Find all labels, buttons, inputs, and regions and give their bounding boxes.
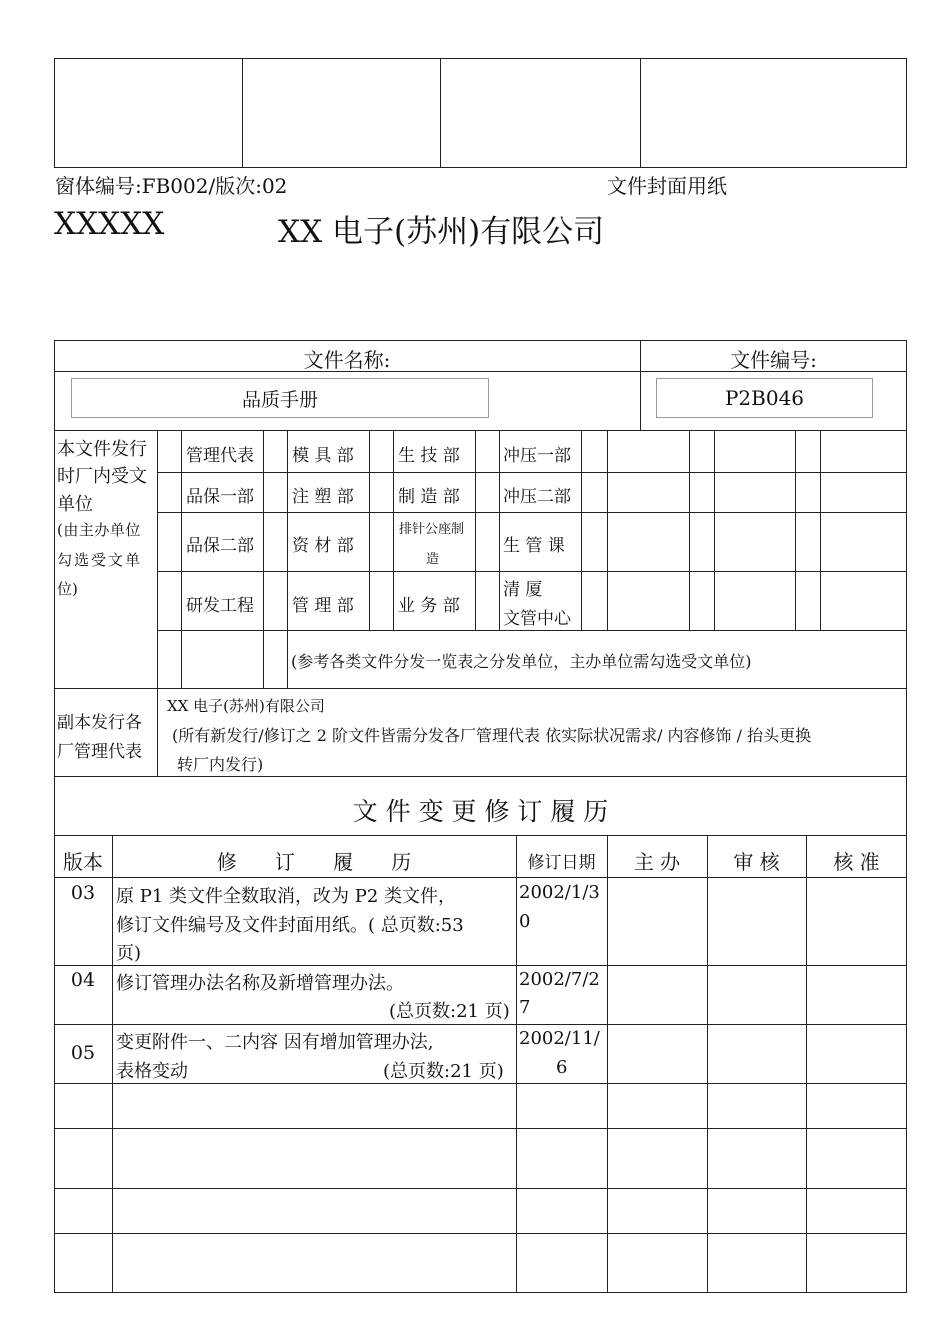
doc-number-label: 文件编号: bbox=[730, 348, 817, 372]
form-number: 窗体编号:FB002/版次:02 bbox=[55, 174, 288, 198]
divider bbox=[157, 630, 907, 631]
divider bbox=[393, 430, 394, 630]
doc-name-label: 文件名称: bbox=[303, 348, 391, 372]
checkbox-management-rep[interactable] bbox=[158, 431, 180, 471]
doc-name-field[interactable]: 品质手册 bbox=[71, 378, 489, 418]
copy-label-1: 副本发行各 bbox=[57, 713, 142, 733]
divider bbox=[689, 430, 690, 630]
distribution-label-2: 时厂内受文 bbox=[57, 466, 147, 487]
row-date: 7 bbox=[519, 997, 531, 1018]
dept-label: 业 务 部 bbox=[398, 596, 460, 616]
divider bbox=[181, 430, 182, 688]
divider bbox=[157, 430, 158, 776]
divider bbox=[795, 430, 796, 630]
distribution-note-2: 勾选受文单 bbox=[57, 551, 143, 569]
row-date: 6 bbox=[556, 1057, 568, 1078]
row-text: 页) bbox=[116, 943, 142, 964]
dept-label: 注 塑 部 bbox=[292, 487, 354, 507]
divider bbox=[54, 1128, 907, 1129]
distribution-label-1: 本文件发行 bbox=[57, 439, 147, 460]
company-code: XXXXX bbox=[54, 206, 165, 242]
distribution-note-1: (由主办单位 bbox=[57, 521, 141, 539]
divider bbox=[287, 430, 288, 688]
row-date: 0 bbox=[519, 911, 531, 932]
divider bbox=[806, 835, 807, 1293]
dept-label: 冲压一部 bbox=[503, 446, 571, 466]
divider bbox=[475, 430, 476, 630]
company-name: XX 电子(苏州)有限公司 bbox=[278, 214, 605, 250]
divider bbox=[54, 688, 907, 689]
header-sponsor: 主 办 bbox=[633, 850, 681, 874]
dept-label: 管理代表 bbox=[186, 446, 254, 466]
divider bbox=[242, 58, 243, 168]
divider bbox=[581, 430, 582, 630]
header-approve: 核 准 bbox=[833, 850, 880, 874]
row-text: 修订管理办法名称及新增管理办法。 bbox=[116, 973, 404, 994]
divider bbox=[516, 835, 517, 1293]
distribution-note: (参考各类文件分发一览表之分发单位，主办单位需勾选受文单位) bbox=[291, 652, 752, 671]
dept-label-cont: 文管中心 bbox=[503, 609, 571, 629]
copy-note-2: 转厂内发行) bbox=[177, 755, 264, 774]
distribution-note-3: 位) bbox=[57, 580, 78, 598]
row-date: 2002/11/ bbox=[519, 1028, 600, 1049]
divider bbox=[54, 965, 907, 966]
row-date: 2002/7/2 bbox=[519, 969, 600, 990]
header-date: 修订日期 bbox=[527, 853, 596, 873]
row-text: 修订文件编号及文件封面用纸。( 总页数:53 bbox=[116, 915, 464, 936]
dept-label: 冲压二部 bbox=[503, 487, 571, 507]
dept-label: 资 材 部 bbox=[292, 536, 354, 556]
divider bbox=[54, 776, 907, 777]
divider bbox=[499, 430, 500, 630]
divider bbox=[440, 58, 441, 168]
dept-label: 品保二部 bbox=[186, 536, 254, 556]
signature-box-row bbox=[54, 58, 907, 168]
row-version: 04 bbox=[70, 969, 96, 991]
divider bbox=[640, 58, 641, 168]
dept-label: 管 理 部 bbox=[292, 596, 354, 616]
dept-label: 生 技 部 bbox=[398, 446, 460, 466]
dept-label: 模 具 部 bbox=[292, 446, 354, 466]
dept-label: 品保一部 bbox=[186, 487, 254, 507]
divider bbox=[54, 1083, 907, 1084]
copy-note-1: (所有新发行/修订之 2 阶文件皆需分发各厂管理代表 依实际状况需求/ 内容修饰 / 抬头更换 bbox=[172, 726, 812, 745]
divider bbox=[54, 835, 907, 836]
copy-label-2: 厂管理代表 bbox=[57, 742, 142, 762]
dept-label-cont: 造 bbox=[426, 552, 440, 567]
divider bbox=[263, 430, 264, 688]
row-text: 变更附件一、二内容 因有增加管理办法, bbox=[116, 1032, 434, 1053]
header-review: 审 核 bbox=[733, 850, 780, 874]
divider bbox=[607, 835, 608, 1293]
copy-company: XX 电子(苏州)有限公司 bbox=[167, 697, 325, 715]
doc-number-field[interactable]: P2B046 bbox=[656, 378, 873, 418]
history-title: 文 件 变 更 修 订 履 历 bbox=[352, 797, 609, 826]
row-text: (总页数:21 页) bbox=[383, 1061, 504, 1082]
divider bbox=[54, 1024, 907, 1025]
dept-label: 排针公座制 bbox=[399, 522, 465, 537]
header-history: 修 订 履 历 bbox=[216, 850, 412, 874]
distribution-label-3: 单位 bbox=[57, 494, 93, 515]
dept-label: 研发工程 bbox=[186, 596, 254, 616]
form-type: 文件封面用纸 bbox=[607, 174, 727, 198]
row-text: 表格变动 bbox=[116, 1061, 188, 1082]
dept-label: 制 造 部 bbox=[398, 487, 460, 507]
divider bbox=[714, 430, 715, 630]
row-text: (总页数:21 页) bbox=[389, 1001, 510, 1022]
divider bbox=[54, 1233, 907, 1234]
divider bbox=[820, 430, 821, 630]
row-date: 2002/1/3 bbox=[519, 882, 600, 903]
divider bbox=[607, 430, 608, 630]
divider bbox=[54, 877, 907, 878]
header-version: 版本 bbox=[63, 850, 103, 874]
row-version: 05 bbox=[70, 1042, 96, 1064]
divider bbox=[707, 835, 708, 1293]
row-text: 原 P1 类文件全数取消，改为 P2 类文件， bbox=[116, 886, 457, 907]
divider bbox=[112, 835, 113, 1293]
row-version: 03 bbox=[70, 882, 96, 904]
divider bbox=[54, 1188, 907, 1189]
divider bbox=[369, 430, 370, 630]
dept-label: 清 厦 bbox=[503, 580, 543, 600]
dept-label: 生 管 课 bbox=[503, 536, 565, 556]
